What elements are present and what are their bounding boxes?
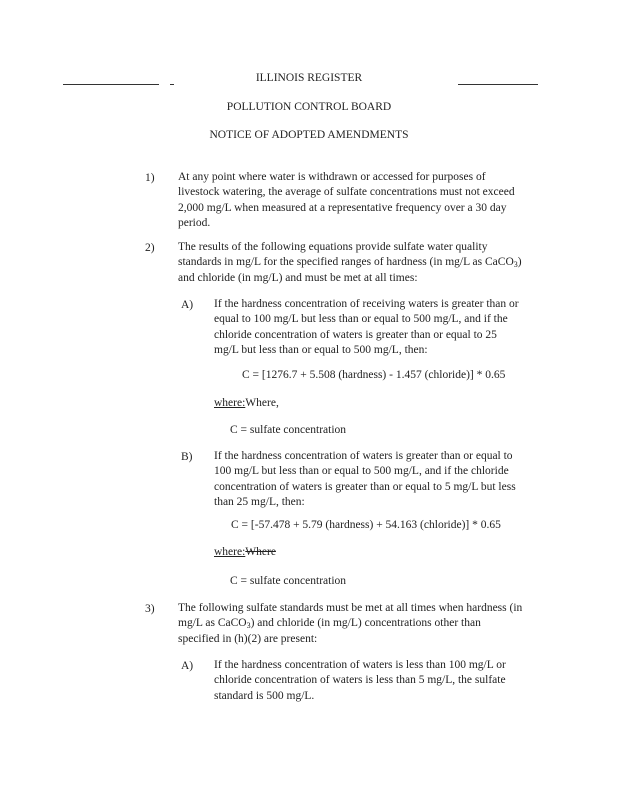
item-2b-definition: C = sulfate concentration [230, 575, 347, 587]
notice-title: NOTICE OF ADOPTED AMENDMENTS [209, 129, 409, 141]
item-2a-line-2: equal to 100 mg/L but less than or equal to 500 mg/L, and if the [214, 313, 508, 326]
item-2a-definition: C = sulfate concentration [230, 424, 347, 436]
header-rule-right [458, 84, 538, 85]
item-2a-line-3: chloride concentration of waters is greater than or equal to 25 [214, 328, 497, 341]
item-2a-where-old: Where, [245, 397, 279, 409]
item-3-number: 3) [145, 603, 155, 615]
item-3a-number: A) [181, 660, 194, 672]
item-3-line-3: specified in (h)(2) are present: [178, 632, 318, 645]
item-2a-text [214, 297, 519, 358]
item-2-line-2b: ) [517, 256, 522, 269]
item-2b-text [214, 449, 516, 510]
register-title: ILLINOIS REGISTER [255, 72, 363, 84]
item-2-line-1: The results of the following equations provide sulfate water quality [178, 241, 488, 253]
item-3a-line-1: If the hardness concentration of waters is less than 100 mg/L or [214, 659, 506, 671]
item-2a-number: A) [181, 299, 194, 311]
header-rule-left [63, 84, 159, 85]
item-2b-where [214, 546, 276, 558]
item-2-line-2a: standards in mg/L for the specified ranges of hardness (in mg/L as CaCO [178, 256, 514, 269]
item-1-line-4: period. [178, 216, 211, 229]
item-3-text [178, 601, 522, 647]
item-2a-where-new: where: [214, 397, 246, 409]
item-3a-line-3: standard is 500 mg/L. [214, 689, 315, 702]
item-3-line-2a: mg/L as CaCO [178, 617, 247, 630]
item-3-line-2-subscript: 3 [246, 621, 251, 631]
header-rule-left-short [170, 84, 174, 85]
item-2b-line-1: If the hardness concentration of waters is greater than or equal to [214, 450, 513, 462]
item-1-line-2: livestock watering, the average of sulfate concentrations must not exceed [178, 186, 515, 199]
item-2-line-2 [178, 255, 522, 270]
item-1-line-3: 2,000 mg/L when measured at a representative frequency over a 30 day [178, 201, 507, 214]
item-3-line-2 [178, 616, 522, 631]
item-1-line-1: At any point where water is withdrawn or accessed for purposes of [178, 171, 486, 183]
board-title: POLLUTION CONTROL BOARD [226, 101, 392, 113]
item-2-text [178, 240, 522, 286]
item-3a-text [214, 658, 506, 704]
item-3-line-1: The following sulfate standards must be met at all times when hardness (in [178, 602, 523, 614]
item-2-line-3: and chloride (in mg/L) and must be met at all times: [178, 271, 418, 284]
item-2b-line-3: concentration of waters is greater than or equal to 5 mg/L but less [214, 480, 516, 493]
item-2b-where-new: where: [214, 546, 246, 558]
item-2a-line-1: If the hardness concentration of receiving waters is greater than or [214, 298, 519, 310]
item-2b-line-2: 100 mg/L but less than or equal to 500 mg/L, and if the chloride [214, 465, 509, 478]
item-2a-where [214, 397, 279, 409]
item-1-number: 1) [145, 172, 155, 184]
item-2b-equation: C = [-57.478 + 5.79 (hardness) + 54.163 (chloride)] * 0.65 [231, 519, 501, 531]
item-2-number: 2) [145, 242, 155, 254]
item-2b-where-old: Where [245, 546, 276, 558]
item-2b-number: B) [181, 451, 193, 463]
item-3a-line-2: chloride concentration of waters is less than 5 mg/L, the sulfate [214, 674, 506, 687]
item-1-text [178, 170, 515, 231]
item-2-line-2-subscript: 3 [513, 260, 518, 270]
item-2b-line-4: than 25 mg/L, then: [214, 495, 305, 508]
item-2a-line-4: mg/L but less than or equal to 500 mg/L, then: [214, 343, 428, 356]
item-3-line-2b: ) and chloride (in mg/L) concentrations other than [250, 617, 481, 630]
item-2a-equation: C = [1276.7 + 5.508 (hardness) - 1.457 (chloride)] * 0.65 [242, 369, 506, 381]
